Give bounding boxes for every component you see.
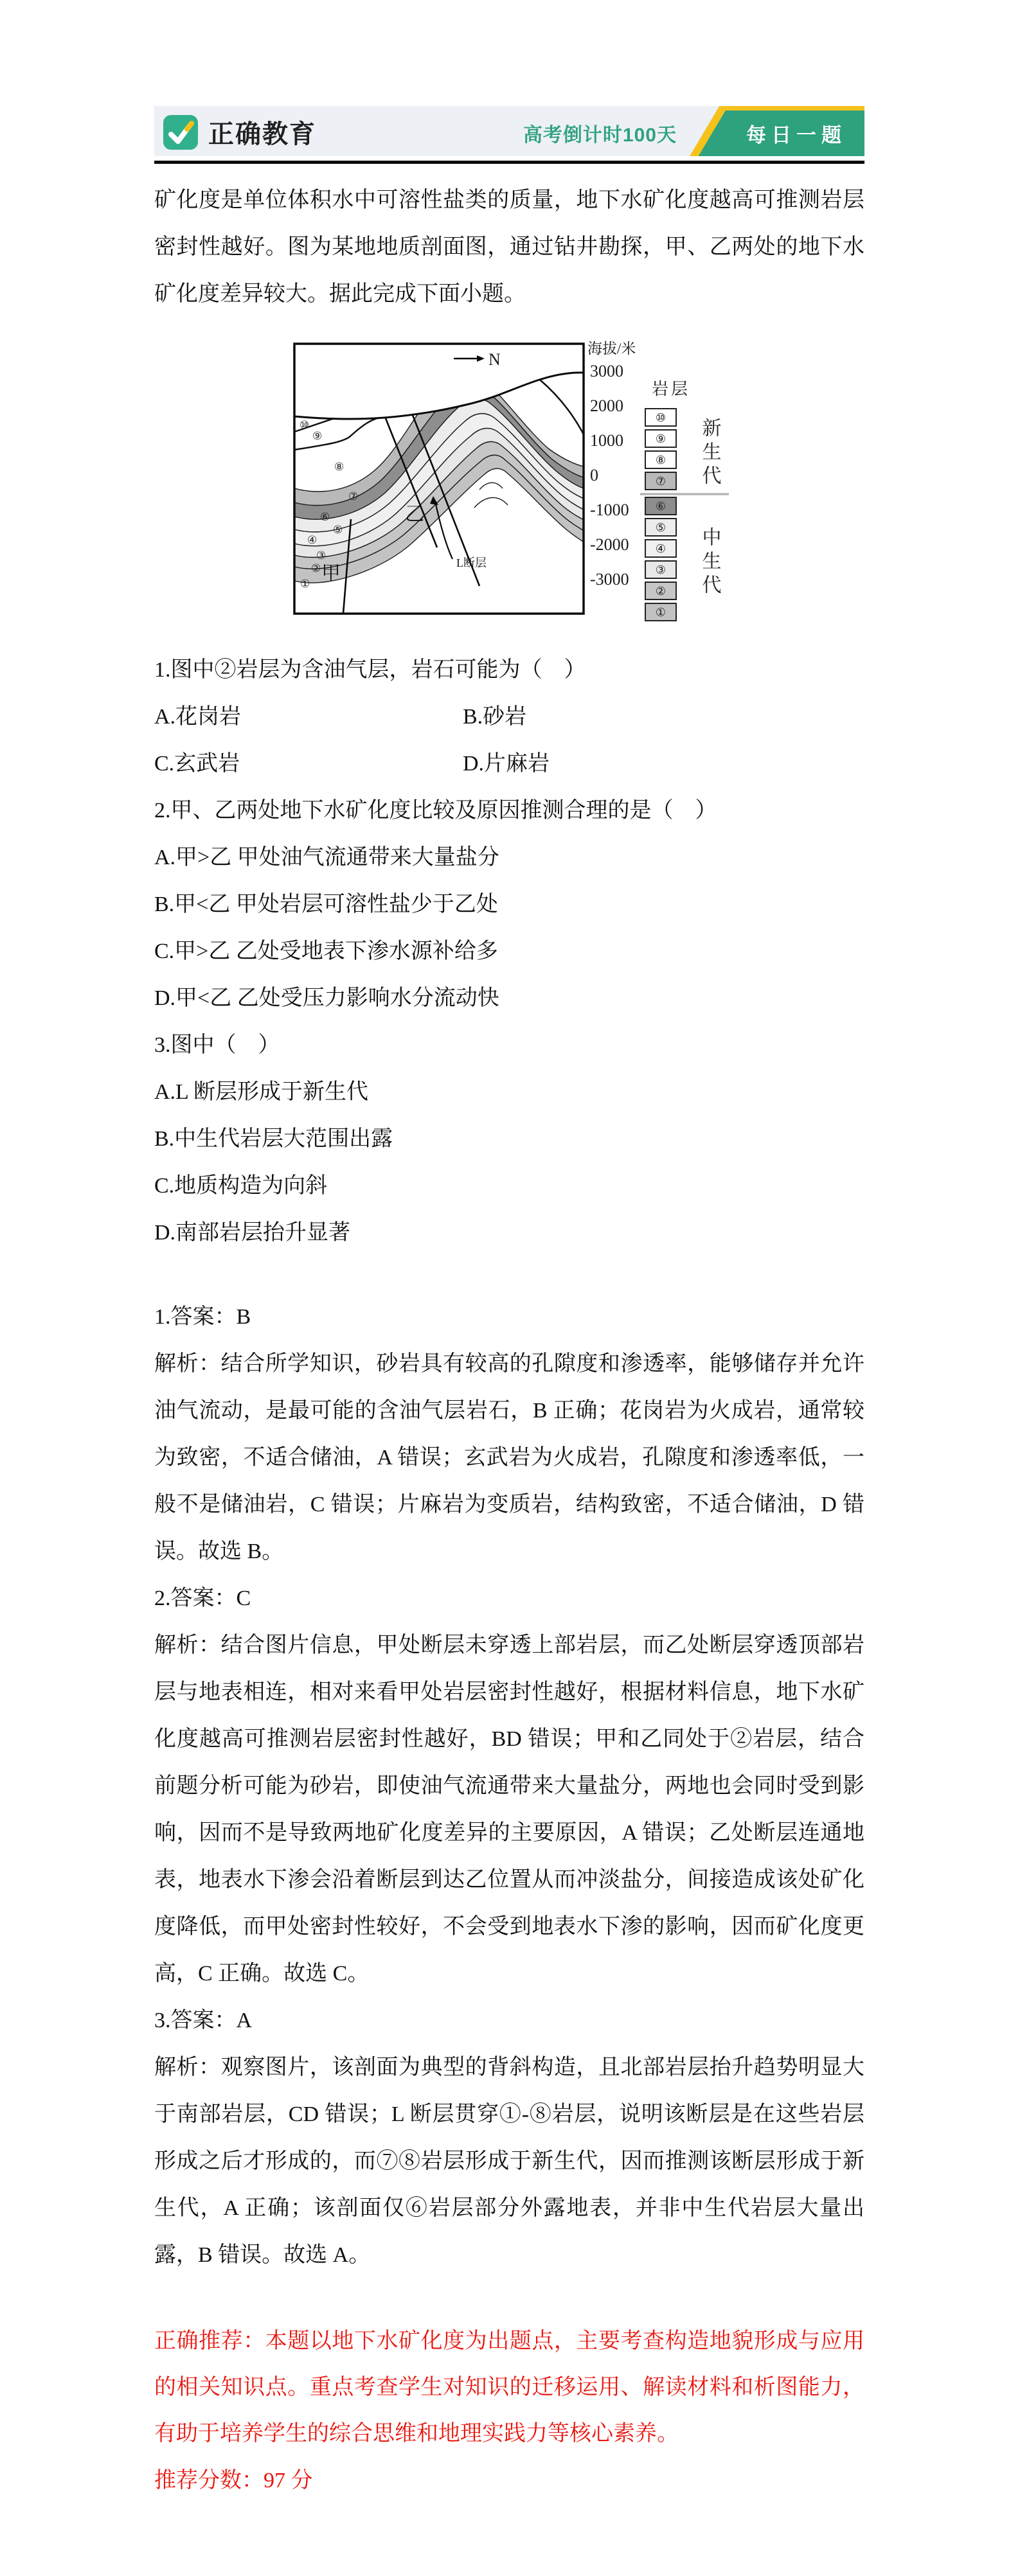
banner-label: 每日一题 bbox=[746, 124, 846, 147]
questions-section bbox=[154, 646, 864, 1256]
answers-section bbox=[154, 1293, 864, 2278]
label-10: ⑩ bbox=[299, 419, 309, 431]
answer-1-analysis: 解析：结合所学知识，砂岩具有较高的孔隙度和渗透率，能够储存并允许油气流动，是最可能的含油气层岩石，B 正确；花岗岩为火成岩，通常较为致密，不适合储油，A 错误；玄武岩为火成岩，孔隙度和渗透率低，一般不是储油岩，C 错误；片麻岩为变质岩，结构致密，不适合储油，D 错误。故选 B。 bbox=[154, 1352, 864, 1563]
question-2 bbox=[154, 787, 864, 1022]
daily-question-banner bbox=[690, 106, 864, 156]
option-3c: C.地质构造为向斜 bbox=[154, 1174, 328, 1198]
tick-m3000: -3000 bbox=[589, 570, 629, 589]
content-column bbox=[154, 106, 864, 2504]
answer-3-label: 3.答案：A bbox=[154, 2009, 253, 2032]
legend-num-9: ⑨ bbox=[655, 432, 666, 445]
answer-1-label: 1.答案：B bbox=[154, 1305, 251, 1329]
question-3-stem: 3.图中（ ） bbox=[154, 1033, 280, 1057]
site-yi-label: 乙 bbox=[404, 504, 424, 525]
label-6: ⑥ bbox=[319, 511, 330, 523]
axis-title: 海拔/米 bbox=[587, 341, 636, 357]
check-tip-yellow bbox=[187, 123, 192, 129]
label-4: ④ bbox=[307, 534, 317, 546]
tick-1000: 1000 bbox=[589, 431, 623, 450]
recommendation-score: 推荐分数：97 分 bbox=[154, 2469, 313, 2492]
inner-arc-2 bbox=[474, 497, 508, 508]
tick-0: 0 bbox=[589, 466, 598, 484]
cross-section-svg bbox=[288, 328, 731, 630]
geologic-cross-section-figure bbox=[288, 328, 731, 630]
countdown-text: 高考倒计时100天 bbox=[523, 125, 677, 146]
tick-3000: 3000 bbox=[589, 362, 623, 380]
legend-num-4: ④ bbox=[655, 542, 666, 555]
header bbox=[154, 106, 864, 156]
legend-num-10: ⑩ bbox=[655, 411, 666, 424]
option-3d: D.南部岩层抬升显著 bbox=[154, 1221, 351, 1245]
tick-m2000: -2000 bbox=[589, 535, 629, 554]
legend-num-6: ⑥ bbox=[655, 500, 666, 513]
option-2a: A.甲>乙 甲处油气流通带来大量盐分 bbox=[154, 846, 499, 869]
legend-num-2: ② bbox=[655, 585, 666, 598]
label-8: ⑧ bbox=[334, 461, 344, 473]
label-9: ⑨ bbox=[312, 430, 322, 442]
right-unconformity bbox=[540, 380, 584, 434]
label-7: ⑦ bbox=[348, 490, 358, 502]
legend-num-5: ⑤ bbox=[655, 521, 666, 534]
north-label: N bbox=[488, 350, 501, 369]
intro-paragraph: 矿化度是单位体积水中可溶性盐类的质量，地下水矿化度越高可推测岩层密封性越好。图为某地地质剖面图，通过钻井勘探，甲、乙两处的地下水矿化度差异较大。据此完成下面小题。 bbox=[154, 188, 864, 306]
tick-2000: 2000 bbox=[589, 396, 623, 415]
era-label-cenozoic: 新生代 bbox=[699, 418, 720, 489]
label-5: ⑤ bbox=[332, 524, 343, 536]
label-3: ③ bbox=[316, 549, 326, 562]
legend-num-7: ⑦ bbox=[655, 475, 666, 488]
inner-arc-1 bbox=[479, 483, 503, 490]
brand-title: 正确教育 bbox=[208, 120, 316, 148]
option-2d: D.甲<乙 乙处受压力影响水分流动快 bbox=[154, 986, 499, 1010]
era-label-mesozoic: 中生代 bbox=[699, 527, 720, 598]
legend-title: 岩层 bbox=[651, 380, 690, 398]
question-2-stem: 2.甲、乙两处地下水矿化度比较及原因推测合理的是（ ） bbox=[154, 799, 717, 822]
legend-num-1: ① bbox=[655, 606, 666, 619]
legend-num-8: ⑧ bbox=[655, 454, 666, 466]
label-2: ② bbox=[310, 562, 321, 574]
option-2c: C.甲>乙 乙处受地表下渗水源补给多 bbox=[154, 939, 498, 963]
elevation-axis bbox=[587, 341, 636, 589]
header-divider bbox=[154, 161, 864, 164]
option-3b: B.中生代岩层大范围出露 bbox=[154, 1127, 393, 1151]
tick-m1000: -1000 bbox=[589, 501, 629, 519]
label-1: ① bbox=[300, 578, 310, 590]
site-jia-label: 甲 bbox=[321, 563, 341, 584]
brand-check-icon bbox=[163, 115, 198, 150]
question-3 bbox=[154, 1022, 864, 1256]
above-surface-mask bbox=[294, 344, 584, 419]
question-1-stem: 1.图中②岩层为含油气层，岩石可能为（ ） bbox=[154, 658, 586, 682]
answer-2-analysis: 解析：结合图片信息，甲处断层未穿透上部岩层，而乙处断层穿透顶部岩层与地表相连，相对来看甲处岩层密封性越好，根据材料信息，地下水矿化度越高可推测岩层密封性越好，BD 错误；甲和乙同处于②岩层，结合前题分析可能为砂岩，即使油气流通带来大量盐分，两地也会同时受到影响，因而不是导致两地矿化度差异的主要原因，A 错误；乙处断层连通地表，地表水下渗会沿着断层到达乙位置从而冲淡盐分，间接造成该处矿化度降低，而甲处密封性较好，不会受到地表水下渗的影响，因而矿化度更高，C 正确。故选 C。 bbox=[154, 1633, 864, 1985]
option-2b: B.甲<乙 甲处岩层可溶性盐少于乙处 bbox=[154, 893, 498, 916]
fault-L-label: L断层 bbox=[456, 556, 487, 569]
option-1b: B.砂岩 bbox=[463, 705, 527, 729]
option-1d: D.片麻岩 bbox=[463, 752, 550, 776]
option-3a: A.L 断层形成于新生代 bbox=[154, 1080, 369, 1104]
recommendation-section bbox=[154, 2318, 864, 2504]
check-icon-svg bbox=[163, 115, 198, 150]
answer-3-analysis: 解析：观察图片，该剖面为典型的背斜构造，且北部岩层抬升趋势明显大于南部岩层，CD 错误；L 断层贯穿①-⑧岩层，说明该断层是在这些岩层形成之后才形成的，而⑦⑧岩层形成于新生代，因而推测该断层形成于新生代，A 正确；该剖面仅⑥岩层部分外露地表，并非中生代岩层大量出露，B 错误。故选 A。 bbox=[154, 2056, 864, 2267]
recommendation-text: 正确推荐：本题以地下水矿化度为出题点，主要考查构造地貌形成与应用的相关知识点。重点考查学生对知识的迁移运用、解读材料和析图能力，有助于培养学生的综合思维和地理实践力等核心素养。 bbox=[154, 2329, 864, 2446]
question-1-options bbox=[154, 693, 864, 787]
question-1 bbox=[154, 646, 864, 787]
option-1c: C.玄武岩 bbox=[154, 752, 240, 776]
header-brand-group bbox=[163, 114, 316, 150]
option-1a: A.花岗岩 bbox=[154, 705, 242, 729]
answer-2-label: 2.答案：C bbox=[154, 1586, 251, 1610]
legend-num-3: ③ bbox=[655, 564, 666, 576]
